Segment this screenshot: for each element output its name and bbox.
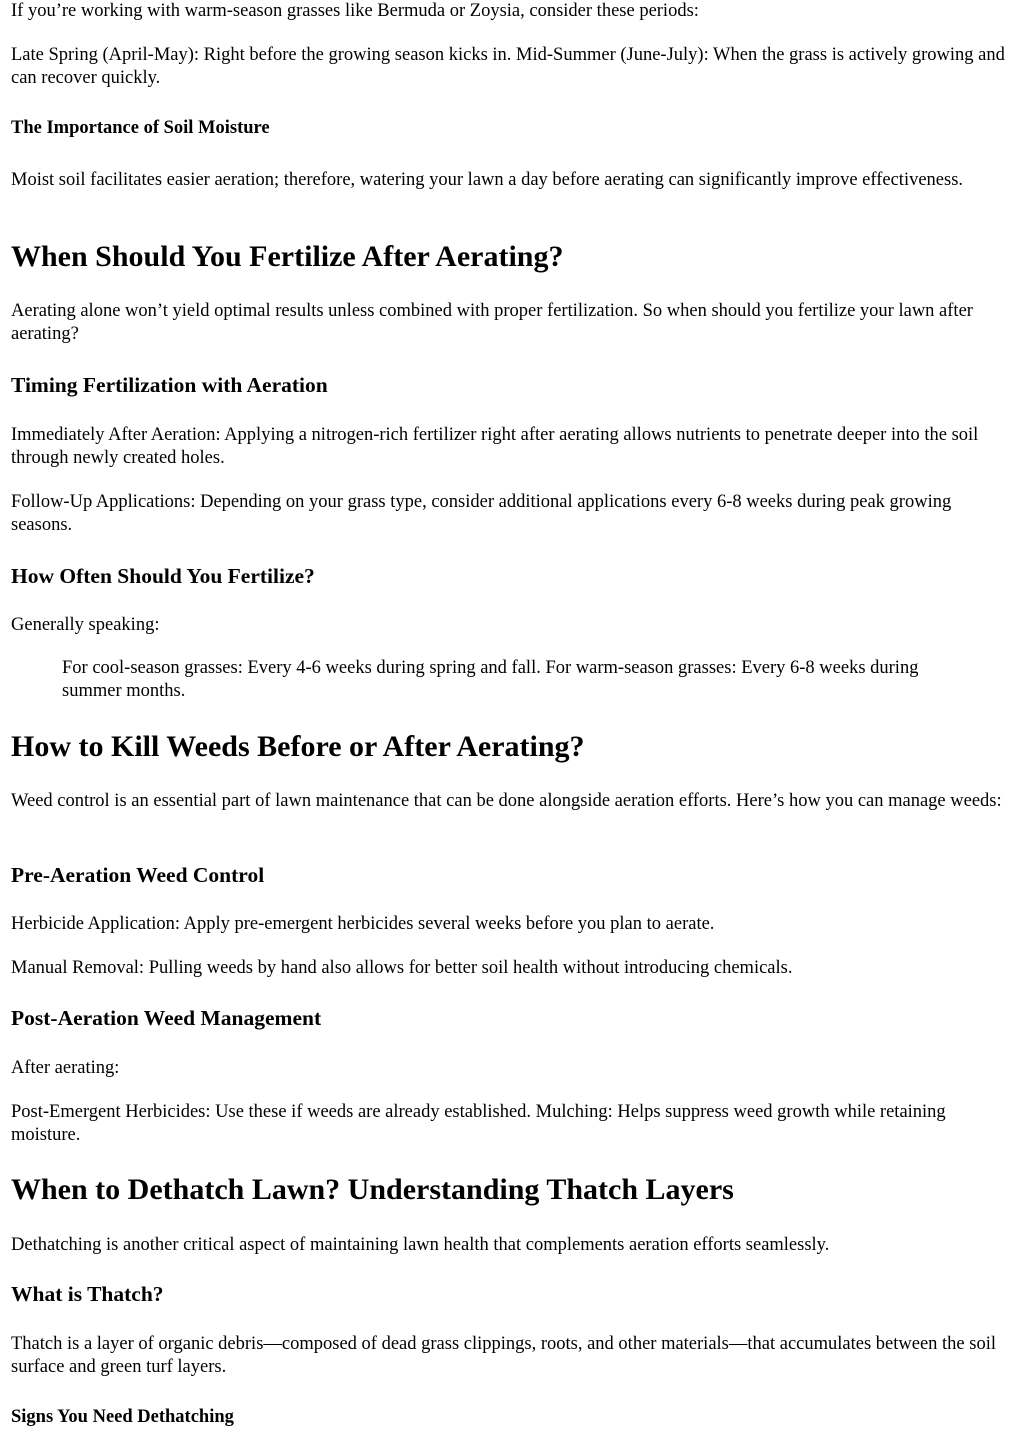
how-often-quote-text: For cool-season grasses: Every 4-6 weeks during spring and fall. For warm-season grasses: Every 6-8 weeks during summer months.: [62, 658, 919, 701]
dethatch-heading: When to Dethatch Lawn? Understanding Thatch Layers: [11, 1173, 734, 1206]
signs-dethatching-heading: Signs You Need Dethatching: [11, 1407, 234, 1427]
soil-moisture-heading: The Importance of Soil Moisture: [11, 118, 270, 138]
how-often-intro: Generally speaking:: [11, 615, 160, 635]
warm-season-periods: Late Spring (April-May): Right before the growing season kicks in. Mid-Summer (June-July): When the grass is actively growing and can recover quickly.: [11, 45, 1005, 88]
weeds-intro: Weed control is an essential part of lawn maintenance that can be done alongside aeration efforts. Here’s how you can manage weeds:: [11, 791, 1002, 811]
timing-fertilization-heading: Timing Fertilization with Aeration: [11, 373, 328, 397]
what-is-thatch-heading: What is Thatch?: [11, 1282, 164, 1306]
soil-moisture-text: Moist soil facilitates easier aeration; therefore, watering your lawn a day before aerating can significantly improve effectiveness.: [11, 170, 964, 190]
pre-aeration-heading: Pre-Aeration Weed Control: [11, 863, 265, 887]
dethatch-intro: Dethatching is another critical aspect of maintaining lawn health that complements aeration efforts seamlessly.: [11, 1235, 830, 1255]
post-aeration-text: Post-Emergent Herbicides: Use these if weeds are already established. Mulching: Helps suppress weed growth while retaining moisture.: [11, 1102, 946, 1145]
thatch-text: Thatch is a layer of organic debris—composed of dead grass clippings, roots, and other materials—that accumulates between the soil surface and green turf layers.: [11, 1334, 996, 1377]
weeds-heading: How to Kill Weeds Before or After Aerating?: [11, 730, 585, 763]
pre-manual-text: Manual Removal: Pulling weeds by hand also allows for better soil health without introducing chemicals.: [11, 958, 793, 978]
timing-immediately-text: Immediately After Aeration: Applying a nitrogen-rich fertilizer right after aerating allows nutrients to penetrate deeper into the soil through newly created holes.: [11, 425, 979, 468]
post-aeration-intro: After aerating:: [11, 1058, 120, 1078]
timing-followup-text: Follow-Up Applications: Depending on your grass type, consider additional applications every 6-8 weeks during peak growing seasons.: [11, 492, 952, 535]
warm-season-intro: If you’re working with warm-season grasses like Bermuda or Zoysia, consider these periods:: [11, 1, 699, 21]
pre-herbicide-text: Herbicide Application: Apply pre-emergent herbicides several weeks before you plan to aerate.: [11, 914, 715, 934]
fertilize-heading: When Should You Fertilize After Aerating?: [11, 240, 564, 273]
post-aeration-heading: Post-Aeration Weed Management: [11, 1006, 322, 1030]
fertilize-intro: Aerating alone won’t yield optimal results unless combined with proper fertilization. So when should you fertilize your lawn after aerating?: [11, 301, 973, 344]
how-often-heading: How Often Should You Fertilize?: [11, 564, 315, 588]
how-often-quote: [62, 657, 976, 703]
